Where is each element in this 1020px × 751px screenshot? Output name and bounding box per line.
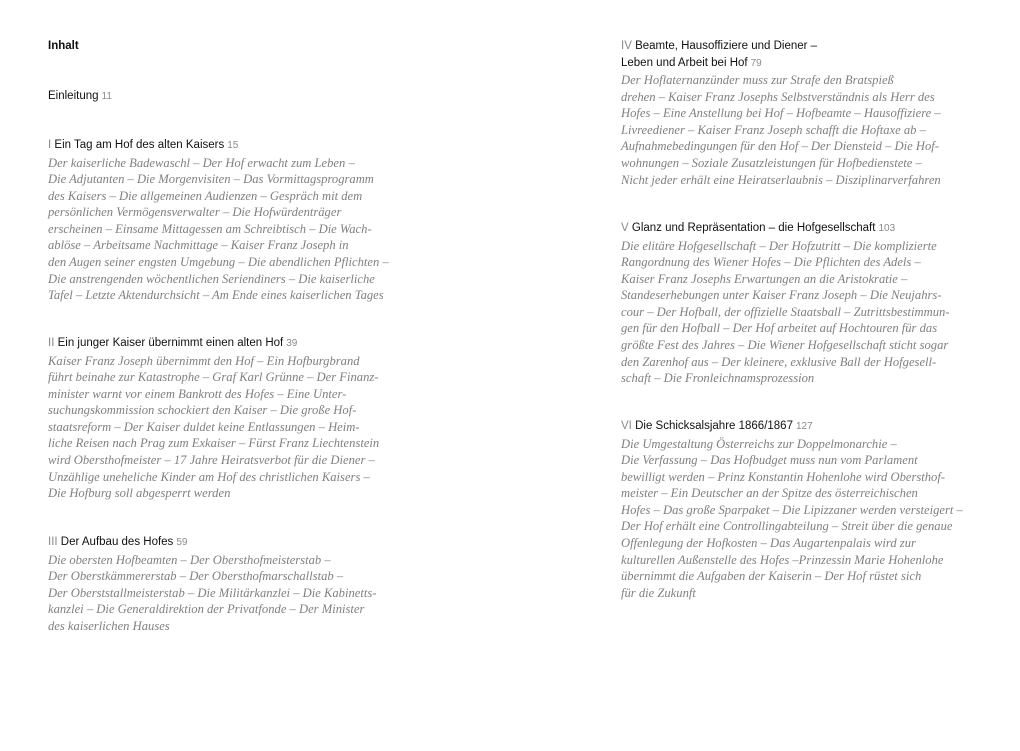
chapter-description-line: erscheinen – Einsame Mittagessen am Schreibtisch – Die Wach-	[48, 221, 372, 236]
chapter-description-line: Der Oberstkämmererstab – Der Obersthofmarschallstab –	[48, 569, 344, 584]
chapter-description-line: Die Hofburg soll abgesperrt werden	[48, 486, 231, 501]
chapter-description-line: führt beinahe zur Katastrophe – Graf Karl Grünne – Der Finanz-	[48, 370, 379, 385]
chapter-title: Glanz und Repräsentation – die Hofgesellschaft	[631, 222, 876, 234]
chapter-number: V	[621, 222, 629, 234]
chapter-description-line: cour – Der Hofball, der offizielle Staatsball – Zutrittsbestimmun-	[621, 304, 950, 319]
chapter-description-line: Aufnahmebedingungen für den Hof – Der Diensteid – Die Hof-	[621, 139, 939, 154]
chapter-6[interactable]	[621, 418, 996, 601]
chapter-5[interactable]	[621, 220, 996, 387]
chapter-description-line: staatsreform – Der Kaiser duldet keine Entlassungen – Heim-	[48, 419, 360, 434]
chapter-heading	[48, 137, 428, 155]
chapter-description-line: ablöse – Arbeitsame Nachmittage – Kaiser Franz Joseph in	[48, 238, 349, 253]
chapter-description-line: übernimmt die Aufgaben der Kaiserin – Der Hof rüstet sich	[621, 569, 922, 584]
chapter-title: Beamte, Hausoffiziere und Diener –	[635, 40, 818, 52]
chapter-title: Der Aufbau des Hofes	[60, 536, 174, 548]
chapter-description-line: den Zarenhof aus – Der kleinere, exklusive Ball der Hofgesell-	[621, 354, 937, 369]
chapter-heading	[48, 335, 428, 353]
chapter-description-line: Livreediener – Kaiser Franz Joseph schafft die Hoftaxe ab –	[621, 122, 926, 137]
chapter-description-line: Die anstrengenden wöchentlichen Seriendiners – Die kaiserliche	[48, 271, 375, 286]
chapter-description-line: kanzlei – Die Generaldirektion der Privatfonde – Der Minister	[48, 602, 365, 617]
chapter-number: III	[48, 536, 58, 548]
intro-entry[interactable]	[48, 88, 428, 106]
chapter-description-line: größte Fest des Jahres – Die Wiener Hofgesellschaft sticht sogar	[621, 338, 949, 353]
chapter-title: Ein Tag am Hof des alten Kaisers	[54, 139, 225, 151]
chapter-4[interactable]	[621, 38, 996, 188]
chapter-description-line: bewilligt werden – Prinz Konstantin Hohenlohe wird Obersthof-	[621, 469, 946, 484]
chapter-description-line: des kaiserlichen Hauses	[48, 618, 170, 633]
chapter-description-line: Der Hof erhält eine Controllingabteilung – Streit über die genaue	[621, 519, 953, 534]
chapter-description-line: Die elitäre Hofgesellschaft – Der Hofzutritt – Die komplizierte	[621, 238, 937, 253]
chapter-page-number: 59	[176, 537, 188, 548]
chapter-description-line: Hofes – Das große Sparpaket – Die Lipizzaner werden versteigert –	[621, 502, 963, 517]
chapter-description-line: liche Reisen nach Prag zum Exkaiser – Fürst Franz Liechtenstein	[48, 436, 380, 451]
chapter-description-line: Die Adjutanten – Die Morgenvisiten – Das Vormittagsprogramm	[48, 172, 374, 187]
chapter-description-line: Standeserhebungen unter Kaiser Franz Joseph – Die Neujahrs-	[621, 288, 942, 303]
chapter-heading-line2	[621, 55, 996, 73]
chapter-description-line: minister warnt vor einem Bankrott des Hofes – Eine Unter-	[48, 386, 347, 401]
chapter-description-line: den Augen seiner engsten Umgebung – Die abendlichen Pflichten –	[48, 255, 389, 270]
chapter-description-line: meister – Ein Deutscher an der Spitze des österreichischen	[621, 486, 918, 501]
chapter-description-line: Kaiser Franz Joseph übernimmt den Hof – Ein Hofburgbrand	[48, 353, 360, 368]
chapter-3[interactable]	[48, 534, 428, 634]
chapter-description-line: Die Verfassung – Das Hofbudget muss nun vom Parlament	[621, 453, 918, 468]
chapter-number: VI	[621, 420, 632, 432]
chapter-description-line: gen für den Hofball – Der Hof arbeitet auf Hochtouren für das	[621, 321, 938, 336]
chapter-page-number: 39	[286, 338, 298, 349]
chapter-title: Ein junger Kaiser übernimmt einen alten Hof	[57, 337, 284, 349]
chapter-description-line: Tafel – Letzte Aktendurchsicht – Am Ende eines kaiserlichen Tages	[48, 288, 384, 303]
chapter-description-line: Unzählige uneheliche Kinder am Hof des christlichen Kaisers –	[48, 469, 370, 484]
intro-label: Einleitung	[48, 90, 99, 102]
chapter-description-line: Rangordnung des Wiener Hofes – Die Pflichten des Adels –	[621, 255, 921, 270]
chapter-heading	[48, 534, 428, 552]
chapter-page-number: 15	[227, 140, 239, 151]
chapter-description-line: für die Zukunft	[621, 585, 696, 600]
chapter-description-line: persönlichen Vermögensverwalter – Die Hofwürdenträger	[48, 205, 342, 220]
chapter-title: Die Schicksalsjahre 1866/1867	[635, 420, 793, 432]
chapter-heading	[621, 220, 996, 238]
chapter-1[interactable]	[48, 137, 428, 304]
chapter-page-number: 79	[750, 57, 762, 69]
chapter-description-line: drehen – Kaiser Franz Josephs Selbstverständnis als Herr des	[621, 89, 935, 104]
chapter-number: IV	[621, 40, 632, 52]
chapter-description-line: wohnungen – Soziale Zusatzleistungen für Hofbedienstete –	[621, 155, 922, 170]
toc-title: Inhalt	[48, 40, 79, 52]
chapter-title-line2: Leben und Arbeit bei Hof	[621, 56, 748, 69]
chapter-heading	[621, 418, 996, 436]
chapter-description-line: Kaiser Franz Josephs Erwartungen an die Aristokratie –	[621, 271, 908, 286]
chapter-description-line: Hofes – Eine Anstellung bei Hof – Hofbeamte – Hausoffiziere –	[621, 106, 941, 121]
chapter-description-line: Der Hoflaternanzünder muss zur Strafe den Bratspieß	[621, 73, 894, 87]
chapter-description-line: schaft – Die Fronleichnamsprozession	[621, 371, 815, 386]
chapter-number: I	[48, 139, 52, 151]
chapter-2[interactable]	[48, 335, 428, 502]
chapter-description-line: Der kaiserliche Badewaschl – Der Hof erwacht zum Leben –	[48, 155, 355, 170]
chapter-page-number: 127	[795, 421, 813, 432]
chapter-description-line: des Kaisers – Die allgemeinen Audienzen – Gespräch mit dem	[48, 188, 363, 203]
chapter-description-line: Die obersten Hofbeamten – Der Obersthofmeisterstab –	[48, 552, 331, 567]
intro-page: 11	[101, 91, 112, 102]
toc-title-block	[48, 38, 428, 55]
chapter-description-line: Der Oberststallmeisterstab – Die Militärkanzlei – Die Kabinetts-	[48, 585, 377, 600]
chapter-description-line: Die Umgestaltung Österreichs zur Doppelmonarchie –	[621, 436, 897, 451]
chapter-page-number: 103	[878, 223, 896, 234]
chapter-description-line: suchungskommission schockiert den Kaiser – Die große Hof-	[48, 403, 357, 418]
chapter-description-line: Offenlegung der Hofkosten – Das Augartenpalais wird zur	[621, 536, 916, 551]
chapter-description-line: Nicht jeder erhält eine Heiratserlaubnis – Disziplinarverfahren	[621, 172, 941, 187]
chapter-description-line: kulturellen Außenstelle des Hofes –Prinzessin Marie Hohenlohe	[621, 552, 944, 567]
chapter-description-line: wird Obersthofmeister – 17 Jahre Heiratsverbot für die Diener –	[48, 453, 375, 468]
right-page	[621, 0, 996, 751]
chapter-number: II	[48, 337, 55, 349]
chapter-heading	[621, 38, 996, 55]
left-page	[48, 0, 428, 751]
